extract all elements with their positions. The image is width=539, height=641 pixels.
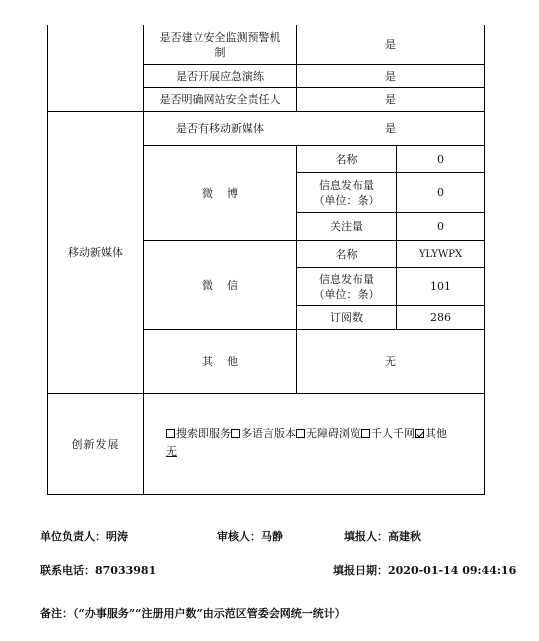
grid-line [47,494,485,495]
weibo-name-value: 0 [437,152,444,166]
drill-label: 是否开展应急演练 [176,69,264,83]
option-other[interactable] [415,427,447,440]
option-accessibility[interactable] [296,427,361,440]
option-label: 其他 [425,427,447,440]
option-label: 多语言版本 [241,427,296,440]
option-personalized[interactable] [361,427,415,440]
wechat-subs-value: 286 [430,311,451,324]
drill-value: 是 [385,69,396,83]
wechat-label: 微信 [202,278,252,292]
checkbox-icon[interactable] [361,429,370,438]
grid-line [484,25,485,495]
has-mobile-media-label: 是否有移动新媒体 [176,122,264,135]
weibo-follow-label: 关注量 [330,220,363,233]
wechat-posts-value: 101 [430,280,451,293]
option-label: 千人千网 [371,427,415,440]
checkbox-icon[interactable] [296,429,305,438]
filler: 填报人：高建秋 [344,530,421,543]
checkbox-checked-icon[interactable] [415,429,424,438]
monitoring-label: 是否建立安全监测预警机制 [159,30,281,59]
weibo-name-label: 名称 [335,152,358,166]
weibo-label: 微博 [202,186,252,200]
option-multilingual[interactable] [231,427,296,440]
checkbox-icon[interactable] [231,429,240,438]
option-label: 搜索即服务 [176,427,231,440]
footnote: 备注：（“办事服务”“注册用户数”由示范区管委会网统一统计） [40,607,346,620]
monitoring-value: 是 [385,38,396,51]
option-search-service[interactable] [166,427,231,440]
innovation-section-label: 创新发展 [71,437,120,451]
responsible-label: 是否明确网站安全责任人 [159,93,281,106]
fill-date: 填报日期：2020-01-14 09:44:16 [333,564,517,577]
wechat-name-value: YLYWPX [418,248,463,260]
responsible-value: 是 [385,93,396,106]
innovation-other-value: 无 [166,445,177,458]
option-label: 无障碍浏览 [306,427,361,440]
weibo-posts-label: 信息发布量（单位：条） [313,178,380,207]
contact-phone: 联系电话：87033981 [40,564,157,577]
wechat-name-label: 名称 [335,247,358,261]
reviewer: 审核人：马静 [217,530,283,543]
checkbox-icon[interactable] [166,429,175,438]
mobile-media-section-label: 移动新媒体 [68,246,123,259]
other-media-value: 无 [385,355,396,368]
other-media-label: 其他 [202,355,252,368]
has-mobile-media-value: 是 [385,122,396,135]
unit-head: 单位负责人：明涛 [40,530,128,543]
weibo-posts-value: 0 [437,186,444,199]
weibo-follow-value: 0 [437,220,444,233]
innovation-options [166,425,484,461]
wechat-posts-label: 信息发布量（单位：条） [313,272,380,301]
wechat-subs-label: 订阅数 [330,311,363,324]
